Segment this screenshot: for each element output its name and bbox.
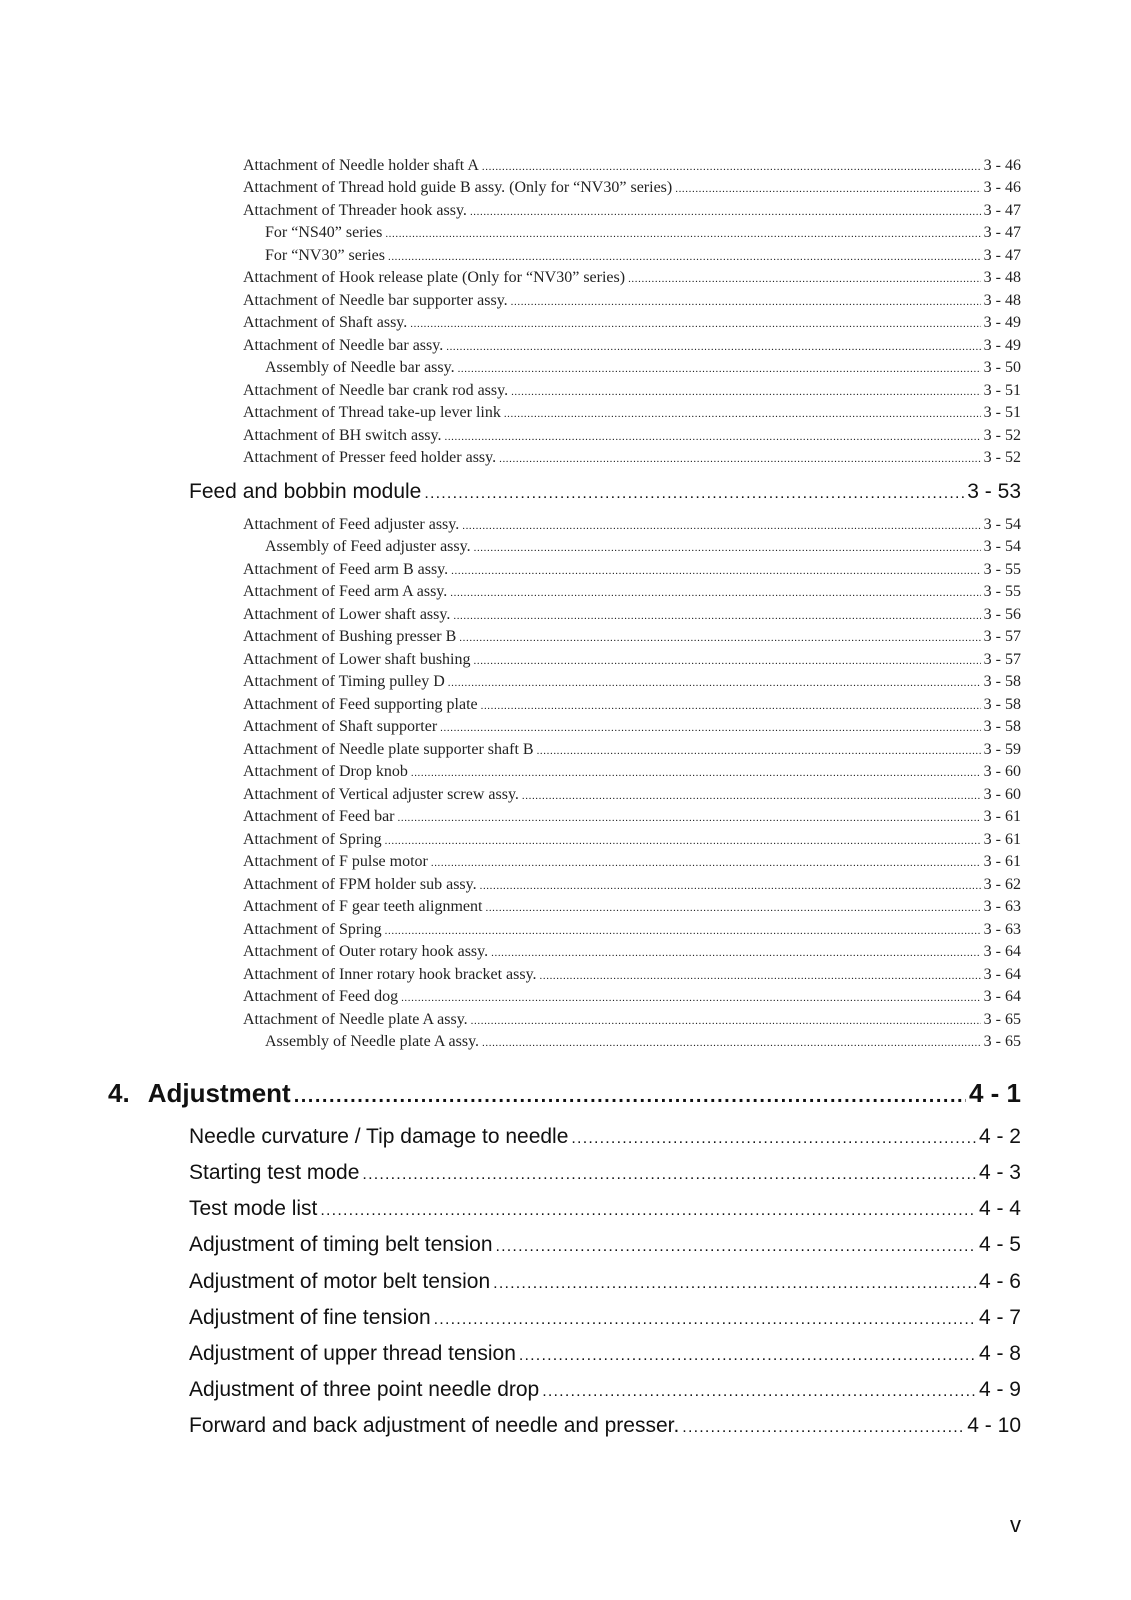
toc-entry-title: Attachment of Needle plate A assy. xyxy=(243,1011,468,1028)
toc-entry-title: Attachment of Needle bar supporter assy. xyxy=(243,292,508,309)
toc-section-title: Needle curvature / Tip damage to needle xyxy=(189,1125,569,1148)
dot-leader xyxy=(474,650,981,671)
toc-entry-page: 3 - 52 xyxy=(983,427,1021,444)
toc-entry-page: 3 - 55 xyxy=(983,561,1021,578)
toc-entry-page: 3 - 48 xyxy=(983,292,1021,309)
toc-section-page: 3 - 53 xyxy=(967,480,1021,503)
toc-entry-page: 3 - 51 xyxy=(983,382,1021,399)
toc-entry-title: Attachment of Thread hold guide B assy. (Only for “NV30” series) xyxy=(243,179,673,196)
toc-entry xyxy=(243,201,1021,221)
toc-entry xyxy=(243,605,1021,625)
toc-entry xyxy=(265,246,1021,266)
toc-entry xyxy=(243,965,1021,985)
toc-section xyxy=(189,1269,1021,1295)
toc-section xyxy=(189,1305,1021,1331)
toc-entry-title: Assembly of Feed adjuster assy. xyxy=(265,538,471,555)
dot-leader xyxy=(480,875,981,896)
toc-entry-title: Attachment of Needle holder shaft A xyxy=(243,157,479,174)
toc-entry-page: 3 - 61 xyxy=(983,853,1021,870)
toc-entry xyxy=(243,717,1021,737)
toc-entry-page: 3 - 57 xyxy=(983,651,1021,668)
toc-entry xyxy=(265,1032,1021,1052)
toc-section xyxy=(189,1124,1021,1150)
dot-leader xyxy=(458,358,981,379)
toc-entry-page: 3 - 59 xyxy=(983,741,1021,758)
toc-entry xyxy=(243,336,1021,356)
toc-entry-title: Attachment of F gear teeth alignment xyxy=(243,898,483,915)
toc-entry-page: 3 - 64 xyxy=(983,988,1021,1005)
toc-section-title: Adjustment of motor belt tension xyxy=(189,1270,491,1293)
toc-entry xyxy=(243,920,1021,940)
toc-entry-title: Attachment of Bushing presser B xyxy=(243,628,457,645)
dot-leader xyxy=(628,268,981,289)
toc-entry-page: 3 - 60 xyxy=(983,763,1021,780)
toc-entry-title: Attachment of Needle plate supporter shaft B xyxy=(243,741,534,758)
toc-entry xyxy=(243,178,1021,198)
toc-entry-page: 3 - 62 xyxy=(983,876,1021,893)
toc-section xyxy=(189,1196,1021,1222)
toc-entry xyxy=(243,156,1021,176)
toc-section xyxy=(189,1413,1021,1439)
toc-chapter-number: 4. xyxy=(108,1078,130,1108)
dot-leader xyxy=(450,582,980,603)
dot-leader xyxy=(571,1124,976,1152)
dot-leader xyxy=(481,695,981,716)
dot-leader xyxy=(398,807,981,828)
toc-entry-page: 3 - 54 xyxy=(983,538,1021,555)
toc-entry-page: 3 - 58 xyxy=(983,718,1021,735)
toc-section-title: Adjustment of three point needle drop xyxy=(189,1378,540,1401)
toc-entry-page: 3 - 61 xyxy=(983,808,1021,825)
toc-entry-page: 3 - 52 xyxy=(983,449,1021,466)
toc-section-title: Test mode list xyxy=(189,1197,318,1220)
toc-entry-title: Attachment of Lower shaft bushing xyxy=(243,651,471,668)
toc-entry-page: 3 - 64 xyxy=(983,943,1021,960)
toc-entry xyxy=(243,740,1021,760)
toc-entry-page: 3 - 58 xyxy=(983,696,1021,713)
toc-entry xyxy=(243,291,1021,311)
toc-section-page: 4 - 2 xyxy=(978,1125,1021,1148)
dot-leader xyxy=(410,313,980,334)
toc-section-page: 4 - 4 xyxy=(978,1197,1021,1220)
toc-entry xyxy=(243,695,1021,715)
dot-leader xyxy=(320,1196,976,1224)
dot-leader xyxy=(401,987,981,1008)
toc-entry-page: 3 - 64 xyxy=(983,966,1021,983)
toc-entry-title: Attachment of Drop knob xyxy=(243,763,408,780)
toc-entry xyxy=(265,358,1021,378)
toc-entry-title: Attachment of Outer rotary hook assy. xyxy=(243,943,489,960)
toc-section-page: 4 - 7 xyxy=(978,1306,1021,1329)
toc-entry-title: Assembly of Needle plate A assy. xyxy=(265,1033,480,1050)
toc-section-page: 4 - 10 xyxy=(967,1414,1021,1437)
toc-entry xyxy=(243,650,1021,670)
toc-entry-page: 3 - 57 xyxy=(983,628,1021,645)
toc-entry-page: 3 - 49 xyxy=(983,337,1021,354)
toc-entry-title: Attachment of Lower shaft assy. xyxy=(243,606,451,623)
toc-entry xyxy=(243,987,1021,1007)
toc-section-title: Forward and back adjustment of needle and presser. xyxy=(189,1414,680,1437)
toc-entry-page: 3 - 63 xyxy=(983,921,1021,938)
toc-section-page: 4 - 3 xyxy=(978,1161,1021,1184)
toc-entry-title: Attachment of Needle bar assy. xyxy=(243,337,444,354)
dot-leader xyxy=(424,479,964,507)
toc-entry-page: 3 - 48 xyxy=(983,269,1021,286)
toc-entry-title: Attachment of Inner rotary hook bracket assy. xyxy=(243,966,537,983)
toc-section-title: Starting test mode xyxy=(189,1161,360,1184)
toc-entry-page: 3 - 51 xyxy=(983,404,1021,421)
toc-entry-page: 3 - 47 xyxy=(983,202,1021,219)
toc-entry xyxy=(243,515,1021,535)
dot-leader xyxy=(485,897,980,918)
toc-entry xyxy=(243,313,1021,333)
dot-leader xyxy=(504,403,981,424)
toc-entry-page: 3 - 63 xyxy=(983,898,1021,915)
dot-leader xyxy=(482,1032,981,1053)
toc-section-feed xyxy=(189,479,1021,505)
dot-leader xyxy=(540,965,981,986)
toc-entry-title: Attachment of Shaft supporter xyxy=(243,718,438,735)
toc-section-page: 4 - 9 xyxy=(978,1378,1021,1401)
toc-section-title: Adjustment of upper thread tension xyxy=(189,1342,516,1365)
toc-entry-title: Attachment of F pulse motor xyxy=(243,853,428,870)
dot-leader xyxy=(388,246,981,267)
toc-entry-title: For “NV30” series xyxy=(265,247,385,264)
dot-leader xyxy=(493,1269,976,1297)
dot-leader xyxy=(462,515,980,536)
toc-entry xyxy=(243,852,1021,872)
dot-leader xyxy=(482,156,981,177)
toc-entry-page: 3 - 47 xyxy=(983,247,1021,264)
toc-entry-page: 3 - 50 xyxy=(983,359,1021,376)
dot-leader xyxy=(522,785,981,806)
toc-entry-title: Attachment of Threader hook assy. xyxy=(243,202,467,219)
toc-entry xyxy=(243,560,1021,580)
toc-entry xyxy=(243,672,1021,692)
dot-leader xyxy=(682,1413,964,1441)
dot-leader xyxy=(411,762,981,783)
dot-leader xyxy=(451,560,981,581)
dot-leader xyxy=(537,740,981,761)
dot-leader xyxy=(511,291,981,312)
toc-section xyxy=(189,1377,1021,1403)
dot-leader xyxy=(459,627,980,648)
toc-entry xyxy=(243,426,1021,446)
toc-chapter-page: 4 - 1 xyxy=(968,1078,1021,1108)
toc-entry-title: Attachment of Feed dog xyxy=(243,988,399,1005)
toc-entry-title: Attachment of FPM holder sub assy. xyxy=(243,876,477,893)
toc-entry-page: 3 - 47 xyxy=(983,224,1021,241)
dot-leader xyxy=(362,1160,976,1188)
toc-section xyxy=(189,1160,1021,1186)
toc-section-page: 4 - 5 xyxy=(978,1233,1021,1256)
toc-entry-page: 3 - 46 xyxy=(983,179,1021,196)
toc-entry-page: 3 - 65 xyxy=(983,1033,1021,1050)
toc-entry-page: 3 - 49 xyxy=(983,314,1021,331)
toc-entry-title: Attachment of Feed arm B assy. xyxy=(243,561,449,578)
toc-entry-page: 3 - 58 xyxy=(983,673,1021,690)
toc-entry xyxy=(243,942,1021,962)
dot-leader xyxy=(519,1341,976,1369)
dot-leader xyxy=(385,920,981,941)
dot-leader xyxy=(496,1232,976,1260)
dot-leader xyxy=(440,717,981,738)
dot-leader xyxy=(491,942,981,963)
toc-entry-page: 3 - 54 xyxy=(983,516,1021,533)
toc-entry-title: Attachment of Feed arm A assy. xyxy=(243,583,448,600)
toc-entry-title: Attachment of Needle bar crank rod assy. xyxy=(243,382,509,399)
dot-leader xyxy=(474,537,981,558)
toc-entry xyxy=(243,582,1021,602)
toc-entry-title: For “NS40” series xyxy=(265,224,383,241)
dot-leader xyxy=(470,201,981,222)
toc-entry xyxy=(243,830,1021,850)
toc-entry-title: Attachment of Shaft assy. xyxy=(243,314,408,331)
toc-entry xyxy=(243,268,1021,288)
dot-leader xyxy=(431,852,981,873)
toc-section-title: Adjustment of fine tension xyxy=(189,1306,431,1329)
toc-section-page: 4 - 6 xyxy=(978,1270,1021,1293)
toc-entry-page: 3 - 60 xyxy=(983,786,1021,803)
toc-entry-title: Attachment of Feed bar xyxy=(243,808,395,825)
toc-chapter-title-wrap xyxy=(108,1077,291,1109)
toc-entry-page: 3 - 56 xyxy=(983,606,1021,623)
dot-leader xyxy=(542,1377,976,1405)
toc-entry-title: Attachment of Feed supporting plate xyxy=(243,696,478,713)
toc-entry-title: Attachment of Presser feed holder assy. xyxy=(243,449,497,466)
toc-entry xyxy=(265,537,1021,557)
dot-leader xyxy=(448,672,981,693)
toc-entry-title: Attachment of Hook release plate (Only for “NV30” series) xyxy=(243,269,626,286)
toc-entry xyxy=(243,403,1021,423)
toc-section-page: 4 - 8 xyxy=(978,1342,1021,1365)
toc-entry xyxy=(243,627,1021,647)
dot-leader xyxy=(385,830,981,851)
toc-entry xyxy=(243,762,1021,782)
toc-entry-page: 3 - 55 xyxy=(983,583,1021,600)
toc-entry-title: Attachment of BH switch assy. xyxy=(243,427,442,444)
toc-section xyxy=(189,1341,1021,1367)
toc-entry-page: 3 - 46 xyxy=(983,157,1021,174)
dot-leader xyxy=(499,448,981,469)
toc-entry xyxy=(243,448,1021,468)
dot-leader xyxy=(453,605,980,626)
toc-entry-title: Attachment of Spring xyxy=(243,921,382,938)
dot-leader xyxy=(385,223,980,244)
dot-leader xyxy=(511,381,981,402)
toc-entry xyxy=(243,897,1021,917)
dot-leader xyxy=(434,1305,976,1333)
toc-entry xyxy=(243,1010,1021,1030)
dot-leader xyxy=(444,426,980,447)
toc-section xyxy=(189,1232,1021,1258)
toc-entry-title: Attachment of Thread take-up lever link xyxy=(243,404,501,421)
dot-leader xyxy=(471,1010,981,1031)
toc-chapter-4 xyxy=(108,1077,1021,1109)
dot-leader xyxy=(446,336,980,357)
toc-entry xyxy=(243,381,1021,401)
toc-section-title: Adjustment of timing belt tension xyxy=(189,1233,493,1256)
toc-entry xyxy=(243,875,1021,895)
toc-entry xyxy=(265,223,1021,243)
toc-entry xyxy=(243,785,1021,805)
toc-entry-title: Attachment of Timing pulley D xyxy=(243,673,445,690)
toc-entry-title: Assembly of Needle bar assy. xyxy=(265,359,455,376)
toc-section-title: Feed and bobbin module xyxy=(189,480,422,503)
dot-leader xyxy=(294,1077,966,1112)
toc-chapter-title: Adjustment xyxy=(147,1078,291,1108)
toc-entry-title: Attachment of Vertical adjuster screw assy. xyxy=(243,786,519,803)
toc-entry xyxy=(243,807,1021,827)
toc-entry-page: 3 - 65 xyxy=(983,1011,1021,1028)
toc-entry-title: Attachment of Feed adjuster assy. xyxy=(243,516,460,533)
dot-leader xyxy=(675,178,980,199)
toc-entry-title: Attachment of Spring xyxy=(243,831,382,848)
page-number: v xyxy=(1010,1512,1021,1537)
toc-entry-page: 3 - 61 xyxy=(983,831,1021,848)
